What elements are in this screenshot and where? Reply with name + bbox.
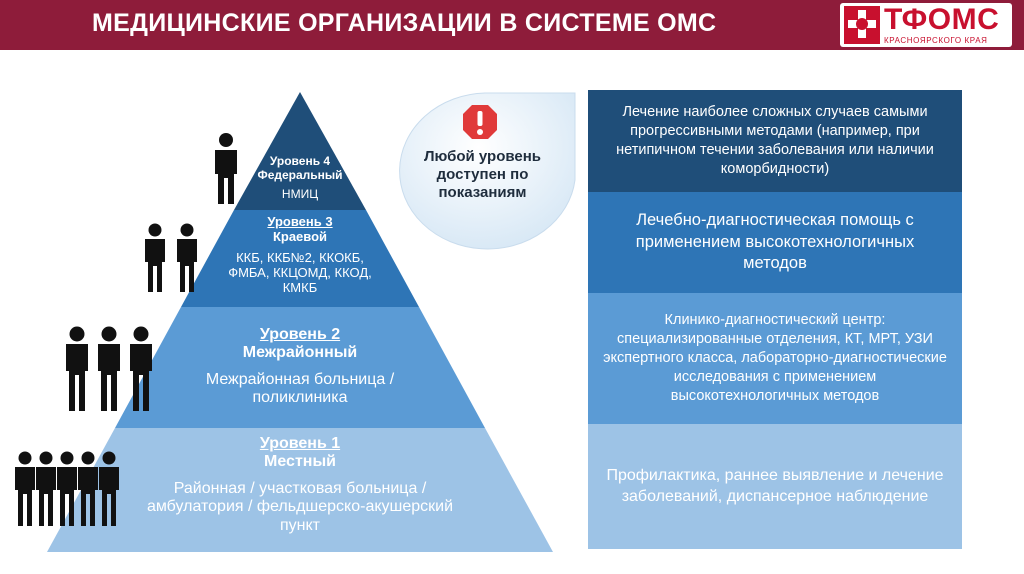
- description-box-level-1: [588, 424, 962, 549]
- tier-1-text: [140, 435, 460, 535]
- people-icon-3: [62, 325, 156, 411]
- description-box-level-4: [588, 90, 962, 192]
- tier-2-level: Уровень 2: [259, 326, 341, 343]
- logo-subtitle: КРАСНОЯРСКОГО КРАЯ: [884, 36, 988, 45]
- exclamation-icon: [461, 103, 499, 141]
- description-text-level-2: Клинико-диагностический центр: специализированные отделения, КТ, МРТ, УЗИ экспертного класса, лабораторно-диагностические исследования с применением высокотехнологичных методов: [603, 312, 947, 404]
- tier-2-orgs: Межрайонная больница / поликлиника: [205, 370, 395, 407]
- tier-3-level: Уровень 3: [267, 214, 333, 229]
- people-icon-1: [208, 132, 244, 204]
- description-text-level-1: Профилактика, раннее выявление и лечение заболеваний, диспансерное наблюдение: [606, 466, 944, 505]
- description-box-level-3: [588, 192, 962, 293]
- tier-4-text: [240, 155, 360, 201]
- tier-4-level: Уровень 4: [269, 154, 331, 168]
- callout-text: Любой уровень доступен по показаниям: [423, 148, 542, 201]
- people-icon-4: [12, 450, 122, 526]
- tier-3-type: Краевой: [272, 228, 328, 244]
- tier-2-type: Межрайонный: [242, 344, 358, 362]
- people-icon-2: [140, 222, 204, 292]
- description-text-level-3: Лечебно-диагностическая помощь с применением высокотехнологичных методов: [635, 211, 915, 273]
- tier-3-orgs: ККБ, ККБ№2, ККОКБ, ФМБА, ККЦОМД, ККОД, КМКБ: [228, 249, 372, 295]
- tier-1-type: Местный: [264, 453, 336, 471]
- tier-4-type: Федеральный: [257, 167, 343, 182]
- tier-1-level: Уровень 1: [259, 435, 341, 452]
- tier-4-orgs: НМИЦ: [281, 186, 319, 201]
- description-text-level-4: Лечение наиболее сложных случаев самыми прогрессивными методами (например, при нетипичном течении заболевания или наличии коморбидности): [616, 104, 934, 177]
- tier-3-text: [205, 215, 395, 296]
- page-title: МЕДИЦИНСКИЕ ОРГАНИЗАЦИИ В СИСТЕМЕ ОМС: [92, 9, 717, 37]
- tier-1-orgs: Районная / участковая больница / амбулатория / фельдшерско-акушерский пункт: [146, 479, 454, 534]
- tier-2-text: [175, 326, 425, 408]
- description-box-level-2: [588, 293, 962, 424]
- logo-name: ТФОМС: [884, 3, 1000, 36]
